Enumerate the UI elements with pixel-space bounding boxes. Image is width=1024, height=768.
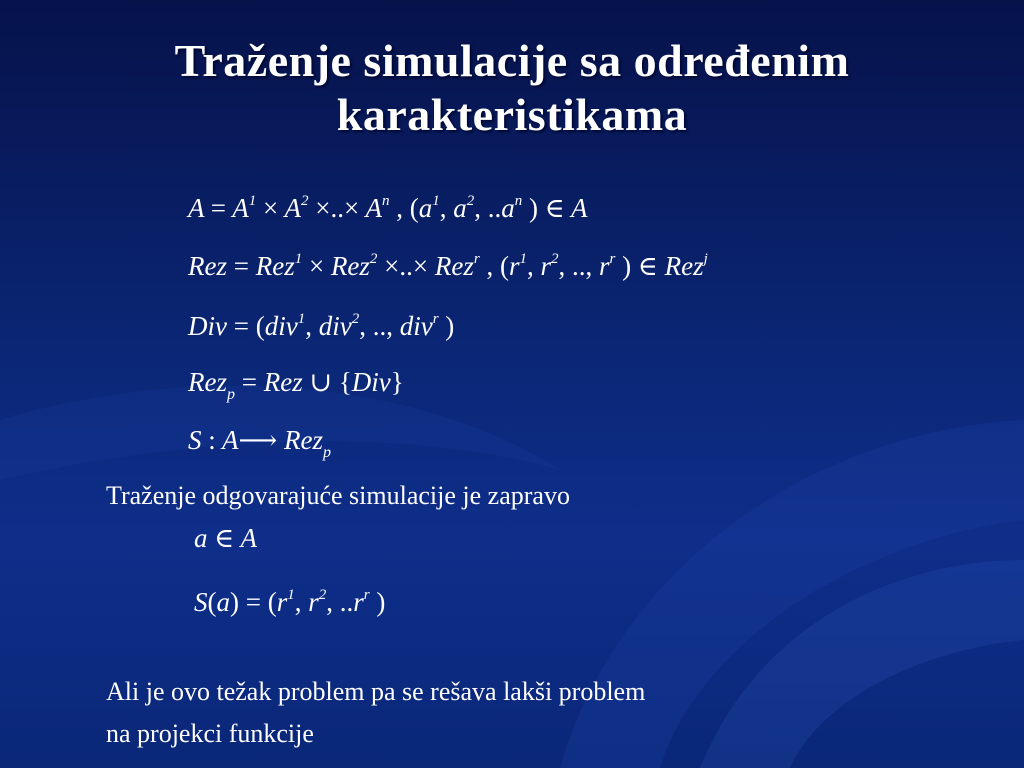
formula-div: Div = (div$^1$, div$^2$, .., div$^r$ ) — [188, 311, 455, 341]
formula-a: $A = A^1 \times A^2$ ×..× $A^n$ , ($a^1$, $a^2$, $..a^n$ ) ∈ A — [188, 193, 588, 223]
text-ali-line2: na projekci funkcije — [106, 719, 314, 748]
text-trazenje: Traženje odgovarajuće simulacije je zapravo — [106, 481, 570, 510]
slide-title: Traženje simulacije sa određenim karakteristikama — [174, 35, 850, 140]
text-ali-line1: Ali je ovo težak problem pa se rešava lakši problem — [106, 677, 646, 706]
formula-a-in-a: a ∈ A — [194, 523, 258, 553]
formula-rez: Rez = Rez$^1$ × Rez$^2$ ×..× Rez$^r$ , ($r^1$, $r^2$, .., $r^r$ ) ∈ Rez$^j$ — [188, 251, 708, 281]
formula-s-of-a: $S(a) = (r^1$, $r^2$, $..r^r$ ) — [194, 587, 386, 617]
formula-s-mapping: S : A⟶ Rez$_p$ — [188, 425, 331, 461]
formula-rezp: Rez$_p$ = Rez ∪ {Div} — [188, 367, 404, 403]
